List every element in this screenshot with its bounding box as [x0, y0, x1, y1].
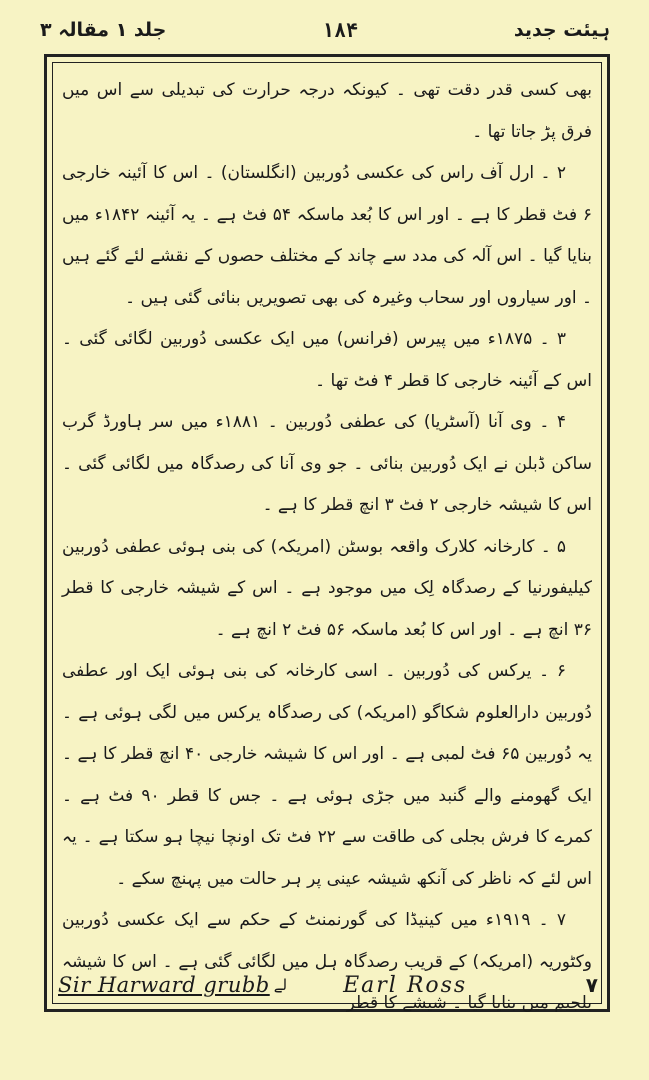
paragraph-lick-telescope: ۵ ۔ کارخانہ کلارک واقعہ بوسٹن (امریکہ) کی بنی ہوئی عطفی دُوربین کیلیفورنیا کے رصدگاہ لِک میں موجود ہے ۔ اس کے شیشہ خارجی کا قطر ۳۶ انچ ہے ۔ اور اس کا بُعد ماسکہ ۵۶ فٹ ۲ انچ ہے ۔ — [62, 536, 592, 640]
paragraph-victoria-telescope: ۷ ۔ ۱۹۱۹ء میں کینیڈا کی گورنمنٹ کے حکم سے ایک عکسی دُوربین وکٹوریہ (امریکہ) کے قریب رصدگاہ ہل میں لگائی گئی ہے ۔ اس کا شیشہ بلجیم میں بنایا گیا ۔ شیشے کا قطر — [62, 910, 592, 1013]
page-reference: ۷ — [585, 973, 598, 997]
page-header — [40, 12, 610, 48]
paragraph-continuation: بھی کسی قدر دقت تھی ۔ کیونکہ درجہ حرارت کی تبدیلی سے اس میں فرق پڑ جاتا تھا ۔ — [62, 80, 592, 142]
signature-left: Sir Harward grubb — [58, 973, 270, 997]
page-number: ۱۸۴ — [322, 18, 359, 42]
signature-right: Earl Ross — [343, 972, 468, 998]
book-title: ہیئت جدید — [513, 19, 610, 41]
paragraph-paris-telescope: ۳ ۔ ۱۸۷۵ء میں پیرس (فرانس) میں ایک عکسی دُوربین لگائی گئی ۔ اس کے آئینہ خارجی کا قطر ۴ فٹ تھا ۔ — [62, 329, 592, 391]
paragraph-yerkes-telescope: ۶ ۔ یرکس کی دُوربین ۔ اسی کارخانہ کی بنی ہوئی ایک اور عطفی دُوربین دارالعلوم شکاگو (امریکہ) کی رصدگاہ یرکس میں لگی ہوئی ہے ۔ یہ دُوربین ۶۵ فٹ لمبی ہے ۔ اور اس کا شیشہ خارجی ۴۰ انچ قطر کا ہے ۔ ایک گھومنے والے گنبد میں جڑی ہوئی ہے ۔ جس کا قطر ۹۰ فٹ ہے ۔ کمرے کا فرش بجلی کی طاقت سے ۲۲ فٹ تک اونچا نیچا ہو سکتا ہے ۔ یہ اس لئے کہ ناظر کی آنکھ شیشہ عینی پر ہر حالت میں پہنچ سکے ۔ — [62, 661, 592, 889]
page-footer — [58, 968, 598, 1002]
signature-mark: لے — [273, 976, 288, 994]
paragraph-earl-ross-telescope: ۲ ۔ ارل آف راس کی عکسی دُوربین (انگلستان) ۔ اس کا آئینہ خارجی ۶ فٹ قطر کا ہے ۔ اور اس کا بُعد ماسکہ ۵۴ فٹ ہے ۔ یہ آئینہ ۱۸۴۲ء میں بنایا گیا ۔ اس آلہ کی مدد سے چاند کے مختلف حصوں کے نقشے لئے گئے ہیں ۔ اور سیاروں اور سحاب وغیرہ کی بھی تصویریں بنائی گئی ہیں ۔ — [62, 163, 593, 308]
paragraph-vienna-telescope: ۴ ۔ وی آنا (آسٹریا) کی عطفی دُوربین ۔ ۱۸۸۱ء میں سر ہاورڈ گرب ساکن ڈبلن نے ایک دُوربین بنائی ۔ جو وی آنا کی رصدگاہ میں لگائی گئی ۔ اس کا شیشہ خارجی ۲ فٹ ۳ انچ قطر کا ہے ۔ — [62, 412, 592, 515]
volume-label: جلد ۱ مقالہ ۳ — [40, 19, 167, 41]
